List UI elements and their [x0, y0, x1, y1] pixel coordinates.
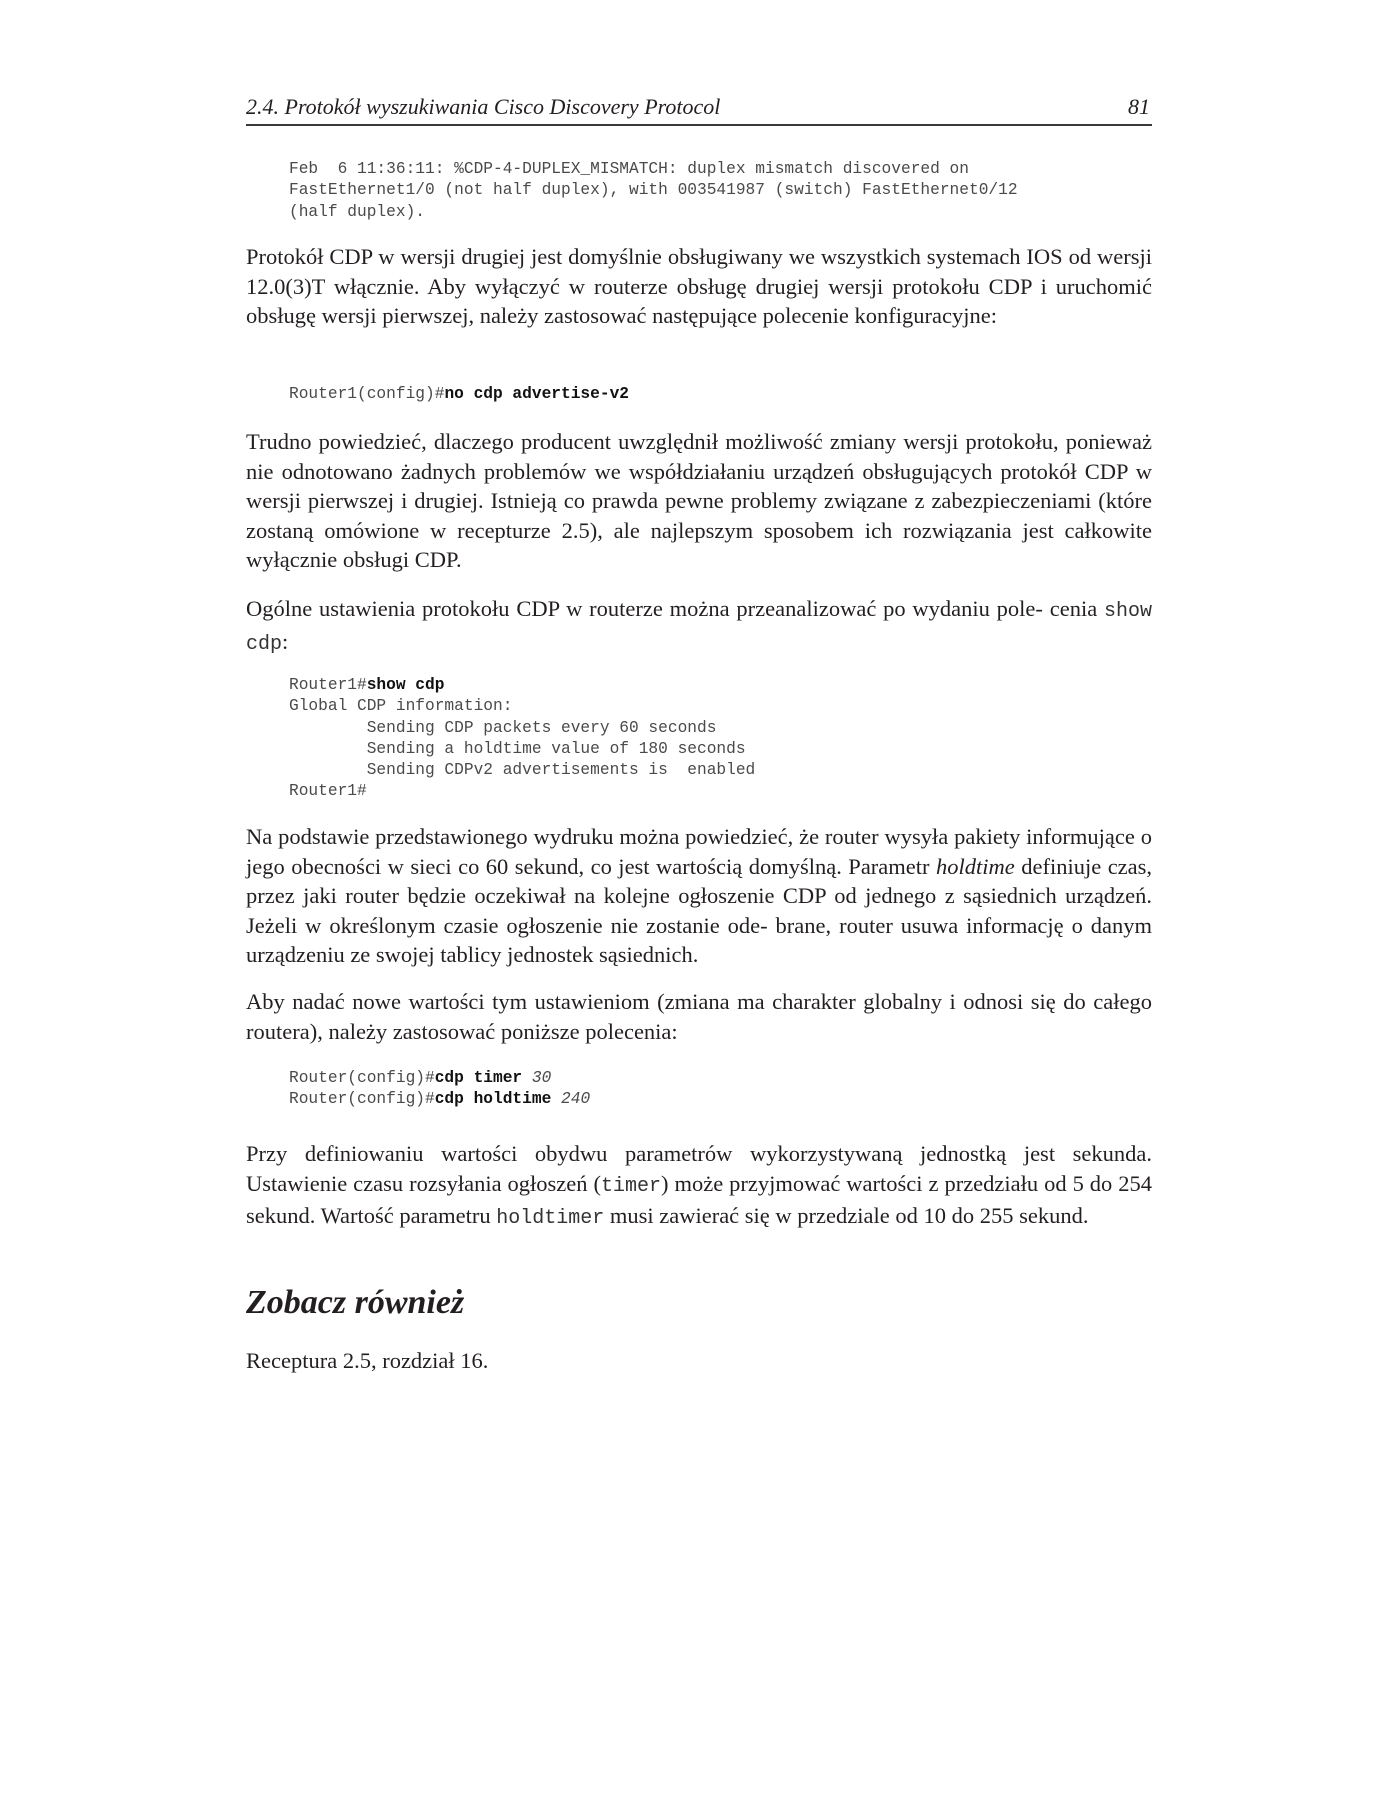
paragraph-text: ) może przyjmować wartości z przedziału od 5 do 254 sekund. Wartość parametru	[246, 1170, 1152, 1229]
paragraph-see-also: Receptura 2.5, rozdział 16.	[246, 1348, 489, 1373]
inline-code: timer	[600, 1174, 661, 1198]
code-argument: 30	[531, 1069, 552, 1087]
paragraph-units	[246, 1139, 1152, 1234]
code-command: cdp timer	[434, 1069, 523, 1087]
code-prompt: Router(config)#	[289, 1069, 435, 1087]
page-number: 81	[1128, 94, 1150, 119]
code-line: Feb 6 11:36:11: %CDP-4-DUPLEX_MISMATCH: duplex mismatch discovered on	[289, 160, 969, 178]
code-line: Router1#	[289, 782, 367, 801]
code-line: FastEthernet1/0 (not half duplex), with 003541987 (switch) FastEthernet0/12	[289, 181, 1018, 200]
code-block-timers	[289, 1068, 590, 1111]
running-header	[246, 94, 1152, 126]
code-line: Global CDP information:	[289, 697, 513, 716]
code-prompt: Router(config)#	[289, 1090, 435, 1109]
paragraph-new-values: Aby nadać nowe wartości tym ustawieniom (zmiana ma charakter globalny i odnosi się do całego routera), należy zastosować poniższe polecenia:	[246, 989, 1152, 1044]
code-block-advertise	[289, 384, 629, 405]
code-line: Sending CDPv2 advertisements is enabled	[289, 761, 756, 780]
code-command: show cdp	[366, 676, 445, 694]
section-heading-see-also: Zobacz również	[246, 1284, 465, 1321]
inline-code: holdtimer	[496, 1207, 605, 1231]
paragraph-text: Przy definiowaniu wartości obydwu parametrów wykorzystywaną jednostką jest sekunda. Ustawienie czasu rozsyłania ogłoszeń (	[246, 1141, 1152, 1196]
paragraph-cdp-version: Protokół CDP w wersji drugiej jest domyślnie obsługiwany we wszystkich systemach IOS od wersji 12.0(3)T włącznie. Aby wyłączyć w routerze obsługę drugiej wersji protokołu CDP i uruchomić obsługę wersji pierwszej, należy zastosować następujące polecenie konfiguracyjne:	[246, 244, 1152, 329]
term-holdtime: holdtime	[936, 853, 1015, 879]
paragraph-version-change: Trudno powiedzieć, dlaczego producent uwzględnił możliwość zmiany wersji protokołu, ponieważ nie odnotowano żadnych problemów we współdziałaniu urządzeń obsługujących protokół CDP w wersji pierwszej i drugiej. Istnieją co prawda pewne problemy związane z zabezpieczeniami (które zostaną omówione w recepturze 2.5), ale najlepszym sposobem ich rozwiązania jest całkowite wyłącznie obsługi CDP.	[246, 429, 1152, 573]
code-prompt: Router1#	[289, 676, 367, 694]
code-command: no cdp advertise-v2	[444, 385, 630, 403]
code-line: Sending a holdtime value of 180 seconds	[289, 739, 746, 758]
code-prompt: Router1(config)#	[289, 385, 445, 403]
paragraph-text: Na podstawie przedstawionego wydruku można powiedzieć, że router wysyła pakiety informujące o jego obecności w sieci co 60 sekund, co jest wartością domyślną. Parametr	[246, 824, 1152, 879]
code-line: (half duplex).	[289, 202, 425, 221]
paragraph-text: Ogólne ustawienia protokołu CDP w routerze można przeanalizować po wydaniu pole- cenia	[246, 596, 1098, 621]
inline-code: show cdp	[246, 600, 1153, 656]
header-title: 2.4. Protokół wyszukiwania Cisco Discovery Protocol	[246, 94, 721, 119]
paragraph-show-cdp	[246, 594, 1152, 659]
code-command: cdp holdtime	[434, 1090, 552, 1109]
paragraph-text: definiuje czas, przez jaki router będzie oczekiwał na kolejne ogłoszenie CDP od jednego z sąsiednich urządzeń. Jeżeli w określonym czasie ogłoszenie nie zostanie ode- brane, router usuwa informację o danym urządzeniu ze swojej tablicy jednostek sąsiednich.	[246, 853, 1153, 968]
code-block-show-cdp	[289, 675, 755, 803]
paragraph-punct: :	[282, 628, 289, 654]
code-line: Sending CDP packets every 60 seconds	[289, 718, 717, 737]
code-block-duplex-log	[289, 159, 1018, 223]
code-argument: 240	[561, 1090, 591, 1109]
paragraph-holdtime	[246, 822, 1152, 970]
paragraph-text: musi zawierać się w przedziale od 10 do 255 sekund.	[609, 1203, 1089, 1229]
